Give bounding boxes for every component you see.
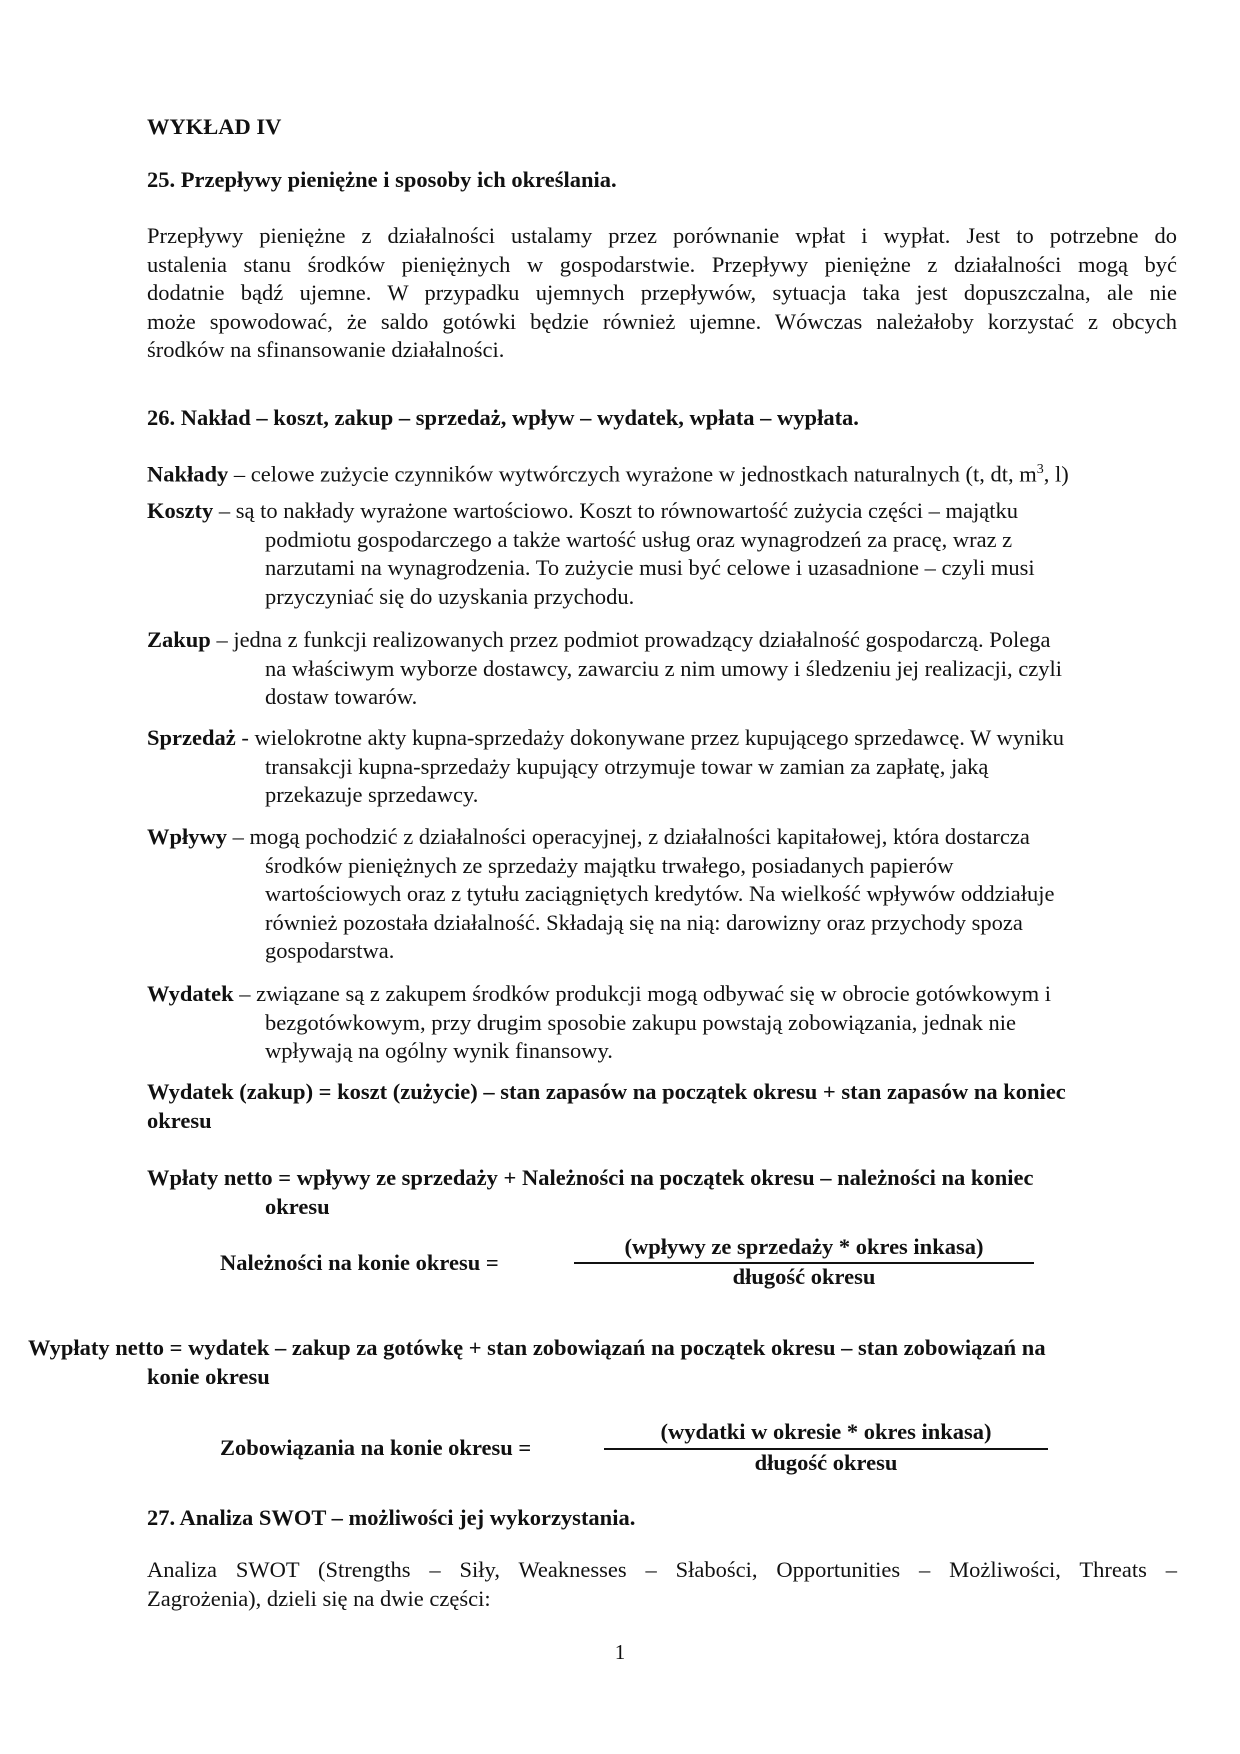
section-25-heading: 25. Przepływy pieniężne i sposoby ich określania.: [147, 167, 617, 192]
fraction-naleznosci-denominator: długość okresu: [732, 1264, 876, 1289]
paragraph-line: może spowodować, że saldo gotówki będzie również ujemne. Wówczas należałoby korzystać z obcych: [147, 308, 1177, 334]
definition-line: bezgotówkowym, przy drugim sposobie zakupu powstają zobowiązania, jednak nie: [265, 1009, 1017, 1035]
definition-wydatek: [147, 980, 1177, 1066]
fraction-naleznosci-label: Należności na konie okresu =: [220, 1250, 499, 1275]
definition-koszty: [147, 497, 1177, 611]
definition-text: – celowe zużycie czynników wytwórczych wyrażone w jednostkach naturalnych (t, dt, m: [228, 461, 1037, 487]
definition-line: wpływają na ogólny wynik finansowy.: [265, 1038, 613, 1064]
formula-wyplaty-netto: [28, 1334, 1218, 1391]
term-koszty: Koszty: [147, 498, 214, 523]
definition-text: – związane są z zakupem środków produkcji mogą odbywać się w obrocie gotówkowym i: [233, 981, 1051, 1006]
formula-line: Wydatek (zakup) = koszt (zużycie) – stan zapasów na początek okresu + stan zapasów na koniec: [147, 1079, 1066, 1104]
definition-naklady: [147, 456, 1177, 489]
formula-line: okresu: [265, 1193, 330, 1219]
fraction-naleznosci-numerator: (wpływy ze sprzedaży * okres inkasa): [624, 1234, 984, 1259]
formula-wplaty-netto: [147, 1164, 1177, 1221]
paragraph-line: Przepływy pieniężne z działalności ustalamy przez porównanie wpłat i wypłat. Jest to potrzebne do: [147, 223, 1177, 248]
definition-line: środków pieniężnych ze sprzedaży majątku trwałego, posiadanych papierów: [265, 852, 954, 878]
definition-line: gospodarstwa.: [265, 938, 395, 964]
definition-sprzedaz: [147, 724, 1177, 810]
definition-line: transakcji kupna-sprzedaży kupujący otrzymuje towar w zamian za zapłatę, jaką: [265, 753, 989, 779]
term-zakup: Zakup: [147, 627, 211, 652]
definition-zakup: [147, 626, 1177, 712]
definition-text: - wielokrotne akty kupna-sprzedaży dokonywane przez kupującego sprzedawcę. W wyniku: [235, 725, 1064, 750]
definition-text: – są to nakłady wyrażone wartościowo. Koszt to równowartość zużycia części – majątku: [213, 498, 1018, 523]
formula-line: konie okresu: [147, 1363, 270, 1389]
section-27-paragraph: [147, 1556, 1177, 1613]
paragraph-line: Zagrożenia), dzieli się na dwie części:: [147, 1585, 491, 1611]
definition-line: przekazuje sprzedawcy.: [265, 782, 479, 808]
definition-line: wartościowych oraz z tytułu zaciągniętych kredytów. Na wielkość wpływów oddziałuje: [265, 881, 1055, 907]
definition-line: dostaw towarów.: [265, 684, 418, 710]
formula-line: Wypłaty netto = wydatek – zakup za gotówkę + stan zobowiązań na początek okresu – stan zobowiązań na: [28, 1335, 1046, 1360]
definition-line: podmiotu gospodarczego a także wartość usług oraz wynagrodzeń za pracę, wraz z: [265, 526, 1013, 552]
section-25-paragraph: [147, 222, 1177, 365]
lecture-title: WYKŁAD IV: [147, 114, 282, 139]
term-naklady: Nakłady: [147, 461, 229, 487]
term-sprzedaz: Sprzedaż: [147, 725, 236, 750]
paragraph-line: środków na sfinansowanie działalności.: [147, 337, 505, 363]
paragraph-line: dodatnie bądź ujemne. W przypadku ujemnych przepływów, sytuacja taka jest dopuszczalna, ale nie: [147, 280, 1177, 306]
section-27-heading: 27. Analiza SWOT – możliwości jej wykorzystania.: [147, 1505, 636, 1530]
definition-text: – jedna z funkcji realizowanych przez podmiot prowadzący działalność gospodarczą. Polega: [210, 627, 1051, 652]
fraction-zobowiazania-numerator: (wydatki w okresie * okres inkasa): [660, 1419, 992, 1444]
fraction-zobowiazania-denominator: długość okresu: [754, 1450, 898, 1475]
definition-wplywy: [147, 823, 1177, 966]
formula-wydatek: [147, 1078, 1177, 1135]
superscript: 3: [1036, 462, 1044, 477]
formula-line: Wpłaty netto = wpływy ze sprzedaży + Należności na początek okresu – należności na koniec: [147, 1165, 1034, 1190]
page-number: 1: [614, 1640, 626, 1664]
definition-text-end: , l): [1043, 461, 1069, 487]
definition-text: – mogą pochodzić z działalności operacyjnej, z działalności kapitałowej, która dostarcza: [227, 824, 1030, 849]
formula-line: okresu: [147, 1107, 212, 1133]
term-wplywy: Wpływy: [147, 824, 228, 849]
paragraph-line: ustalenia stanu środków pieniężnych w gospodarstwie. Przepływy pieniężne z działalności mogą być: [147, 251, 1177, 277]
paragraph-line: Analiza SWOT (Strengths – Siły, Weaknesses – Słabości, Opportunities – Możliwości, Threats –: [147, 1557, 1177, 1582]
term-wydatek: Wydatek: [147, 981, 234, 1006]
definition-line: przyczyniać się do uzyskania przychodu.: [265, 583, 635, 609]
definition-line: narzutami na wynagrodzenia. To zużycie musi być celowe i uzasadnione – czyli musi: [265, 555, 1035, 581]
section-26-heading: 26. Nakład – koszt, zakup – sprzedaż, wpływ – wydatek, wpłata – wypłata.: [147, 405, 859, 430]
definition-line: na właściwym wyborze dostawcy, zawarciu z nim umowy i śledzeniu jej realizacji, czyli: [265, 655, 1062, 681]
fraction-zobowiazania-label: Zobowiązania na konie okresu =: [220, 1435, 532, 1460]
definition-line: również pozostała działalność. Składają się na nią: darowizny oraz przychody spoza: [265, 909, 1023, 935]
